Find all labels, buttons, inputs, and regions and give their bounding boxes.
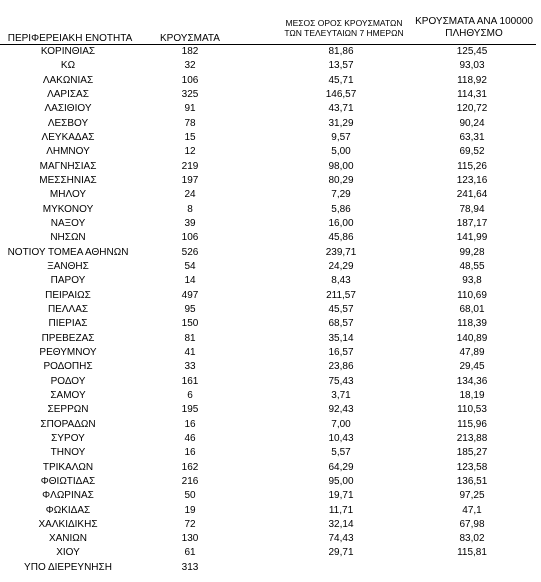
table-body <box>0 45 541 575</box>
cell-cases: 50 <box>184 490 196 502</box>
cell-cases: 216 <box>181 475 199 487</box>
cell-seven-day-average: 75,43 <box>328 375 354 387</box>
cell-cases: 12 <box>184 146 196 158</box>
cell-seven-day-average: 10,43 <box>328 432 354 444</box>
cell-region: ΛΕΥΚΑΔΑΣ <box>41 131 95 143</box>
table-row <box>0 260 541 274</box>
cell-per-100k: 99,28 <box>459 246 485 258</box>
cell-cases: 313 <box>181 561 199 573</box>
cell-region: ΧΙΟΥ <box>56 547 80 559</box>
cell-region: ΡΕΘΥΜΝΟΥ <box>39 346 97 358</box>
cell-region: ΜΕΣΣΗΝΙΑΣ <box>39 174 97 186</box>
table-row <box>0 117 541 131</box>
cell-cases: 325 <box>181 88 199 100</box>
cell-per-100k: 140,89 <box>456 332 488 344</box>
cell-cases: 182 <box>181 46 199 57</box>
cell-seven-day-average: 13,57 <box>328 60 354 72</box>
cell-region: ΝΟΤΙΟΥ ΤΟΜΕΑ ΑΘΗΝΩΝ <box>7 246 129 258</box>
cell-cases: 497 <box>181 289 199 301</box>
table-row <box>0 59 541 73</box>
table-row <box>0 346 541 360</box>
cell-seven-day-average: 80,29 <box>328 174 354 186</box>
cell-cases: 8 <box>187 203 193 215</box>
cell-per-100k: 134,36 <box>456 375 488 387</box>
cell-seven-day-average: 45,86 <box>328 232 354 244</box>
cell-seven-day-average: 7,00 <box>331 418 351 430</box>
cell-region: ΠΑΡΟΥ <box>50 275 86 287</box>
cell-cases: 130 <box>181 533 199 545</box>
cell-seven-day-average: 5,86 <box>331 203 351 215</box>
cell-per-100k: 63,31 <box>459 131 485 143</box>
table-row <box>0 203 541 217</box>
cell-cases: 161 <box>181 375 199 387</box>
cell-region: ΝΗΣΩΝ <box>50 232 86 244</box>
cell-region: ΣΥΡΟΥ <box>51 432 85 444</box>
cell-per-100k: 136,51 <box>456 475 488 487</box>
table-row <box>0 88 541 102</box>
cell-seven-day-average: 3,71 <box>331 389 351 401</box>
cell-region: ΛΑΡΙΣΑΣ <box>47 88 89 100</box>
cell-seven-day-average: 5,57 <box>331 447 351 459</box>
cell-cases: 78 <box>184 117 196 129</box>
cell-seven-day-average: 7,29 <box>331 189 351 201</box>
cell-region: ΛΑΣΙΘΙΟΥ <box>44 103 92 115</box>
cell-seven-day-average: 43,71 <box>328 103 354 115</box>
cell-per-100k: 68,01 <box>459 303 485 315</box>
cell-per-100k: 120,72 <box>456 103 488 115</box>
cell-region: ΧΑΛΚΙΔΙΚΗΣ <box>38 518 98 530</box>
cell-seven-day-average: 11,71 <box>328 504 354 516</box>
header-seven-day-average <box>274 18 414 38</box>
table-row <box>0 174 541 188</box>
cell-cases: 19 <box>184 504 196 516</box>
cell-cases: 61 <box>184 547 196 559</box>
cell-region: ΞΑΝΘΗΣ <box>47 260 89 272</box>
cell-seven-day-average: 211,57 <box>326 289 356 301</box>
cell-per-100k: 141,99 <box>456 232 488 244</box>
cell-cases: 33 <box>184 361 196 373</box>
cell-seven-day-average: 45,57 <box>328 303 354 315</box>
cell-cases: 91 <box>184 103 196 115</box>
header-region: ΠΕΡΙΦΕΡΕΙΑΚΗ ΕΝΟΤΗΤΑ <box>7 33 133 44</box>
cell-per-100k: 83,02 <box>459 533 485 545</box>
cell-seven-day-average: 19,71 <box>328 490 354 502</box>
cell-region: ΚΟΡΙΝΘΙΑΣ <box>40 46 96 57</box>
table-row <box>0 375 541 389</box>
table-row <box>0 432 541 446</box>
cell-cases: 106 <box>181 232 199 244</box>
table-row <box>0 518 541 532</box>
cell-cases: 219 <box>181 160 199 172</box>
cell-region: ΛΗΜΝΟΥ <box>46 146 90 158</box>
header-avg-line-2: ΤΩΝ ΤΕΛΕΥΤΑΙΩΝ 7 ΗΜΕΡΩΝ <box>284 28 404 38</box>
table-row <box>0 475 541 489</box>
table-row <box>0 489 541 503</box>
cell-region: ΚΩ <box>60 60 76 72</box>
cell-cases: 32 <box>184 60 196 72</box>
cell-cases: 106 <box>181 74 199 86</box>
cell-region: ΛΑΚΩΝΙΑΣ <box>42 74 94 86</box>
cell-seven-day-average: 45,71 <box>328 74 354 86</box>
table-row <box>0 74 541 88</box>
cell-cases: 197 <box>181 174 199 186</box>
cell-region: ΤΡΙΚΑΛΩΝ <box>42 461 94 473</box>
table-row <box>0 332 541 346</box>
cell-region: ΠΙΕΡΙΑΣ <box>48 318 88 330</box>
table-row <box>0 289 541 303</box>
cell-seven-day-average: 98,00 <box>328 160 354 172</box>
cell-region: ΦΘΙΩΤΙΔΑΣ <box>40 475 96 487</box>
table-row <box>0 360 541 374</box>
cell-cases: 54 <box>184 260 196 272</box>
header-per-100k <box>404 16 541 40</box>
cell-per-100k: 118,39 <box>457 318 487 330</box>
table-row <box>0 561 541 575</box>
cell-cases: 16 <box>184 447 196 459</box>
cell-cases: 41 <box>184 346 196 358</box>
table-row <box>0 217 541 231</box>
cell-seven-day-average: 23,86 <box>328 361 354 373</box>
cell-per-100k: 47,1 <box>462 504 482 516</box>
cell-region: ΜΗΛΟΥ <box>49 189 87 201</box>
cell-seven-day-average: 95,00 <box>328 475 354 487</box>
cell-region: ΠΡΕΒΕΖΑΣ <box>41 332 95 344</box>
cell-per-100k: 29,45 <box>459 361 485 373</box>
cell-region: ΥΠΟ ΔΙΕΡΕΥΝΗΣΗ <box>24 561 112 573</box>
cell-cases: 81 <box>184 332 196 344</box>
table-row <box>0 546 541 560</box>
header-per-line-1: ΚΡΟΥΣΜΑΤΑ ΑΝΑ 100000 <box>415 16 533 27</box>
cell-cases: 39 <box>184 217 196 229</box>
cell-per-100k: 185,27 <box>456 447 488 459</box>
cell-per-100k: 78,94 <box>459 203 485 215</box>
cell-per-100k: 114,31 <box>457 88 487 100</box>
cell-region: ΣΠΟΡΑΔΩΝ <box>40 418 96 430</box>
cell-per-100k: 123,16 <box>456 174 488 186</box>
table-row <box>0 231 541 245</box>
cell-seven-day-average: 32,14 <box>328 518 354 530</box>
table-row <box>0 303 541 317</box>
cell-cases: 526 <box>181 246 199 258</box>
cell-region: ΝΑΞΟΥ <box>50 217 86 229</box>
table-row <box>0 317 541 331</box>
cell-seven-day-average: 5,00 <box>331 146 351 158</box>
cell-seven-day-average: 16,00 <box>328 217 354 229</box>
cell-per-100k: 67,98 <box>459 518 485 530</box>
table-row <box>0 403 541 417</box>
cell-seven-day-average: 68,57 <box>328 318 354 330</box>
cell-per-100k: 213,88 <box>456 432 488 444</box>
table-row <box>0 145 541 159</box>
header-avg-line-1: ΜΕΣΟΣ ΟΡΟΣ ΚΡΟΥΣΜΑΤΩΝ <box>285 18 403 28</box>
cell-cases: 14 <box>184 275 196 287</box>
table-row <box>0 160 541 174</box>
cell-region: ΣΕΡΡΩΝ <box>47 404 89 416</box>
cell-per-100k: 47,89 <box>459 346 485 358</box>
table-row <box>0 274 541 288</box>
cell-per-100k: 115,26 <box>457 160 487 172</box>
cell-cases: 46 <box>184 432 196 444</box>
cell-seven-day-average: 64,29 <box>328 461 354 473</box>
cell-region: ΣΑΜΟΥ <box>50 389 86 401</box>
cell-region: ΡΟΔΟΥ <box>50 375 86 387</box>
cell-cases: 15 <box>184 131 196 143</box>
cell-seven-day-average: 8,43 <box>331 275 351 287</box>
cell-seven-day-average: 24,29 <box>328 260 354 272</box>
cell-per-100k: 123,58 <box>456 461 488 473</box>
header-per-line-2: ΠΛΗΘΥΣΜΟ <box>445 28 503 39</box>
cell-cases: 16 <box>184 418 196 430</box>
cell-seven-day-average: 31,29 <box>328 117 354 129</box>
cell-region: ΦΛΩΡΙΝΑΣ <box>42 490 94 502</box>
cell-cases: 162 <box>181 461 199 473</box>
cell-cases: 95 <box>184 303 196 315</box>
cell-cases: 195 <box>181 404 199 416</box>
table-row <box>0 389 541 403</box>
cell-per-100k: 90,24 <box>459 117 485 129</box>
cell-cases: 24 <box>184 189 196 201</box>
cell-region: ΠΕΛΛΑΣ <box>47 303 89 315</box>
cell-per-100k: 187,17 <box>456 217 488 229</box>
cell-cases: 72 <box>184 518 196 530</box>
header-cases: ΚΡΟΥΣΜΑΤΑ <box>160 33 220 44</box>
cell-region: ΜΑΓΝΗΣΙΑΣ <box>39 160 97 172</box>
table-row <box>0 461 541 475</box>
cell-seven-day-average: 74,43 <box>328 533 354 545</box>
table-row <box>0 504 541 518</box>
cell-region: ΛΕΣΒΟΥ <box>47 117 89 129</box>
cell-per-100k: 18,19 <box>459 389 485 401</box>
cell-per-100k: 110,53 <box>457 404 487 416</box>
table-row <box>0 102 541 116</box>
cell-per-100k: 125,45 <box>456 46 488 57</box>
cell-region: ΠΕΙΡΑΙΩΣ <box>45 289 91 301</box>
cell-per-100k: 48,55 <box>459 260 485 272</box>
cell-region: ΜΥΚΟΝΟΥ <box>42 203 94 215</box>
cell-seven-day-average: 239,71 <box>325 246 357 258</box>
cell-seven-day-average: 92,43 <box>328 404 354 416</box>
cell-per-100k: 115,96 <box>457 418 487 430</box>
cell-per-100k: 115,81 <box>457 547 487 559</box>
cell-region: ΤΗΝΟΥ <box>50 447 86 459</box>
cell-seven-day-average: 16,57 <box>328 346 354 358</box>
cell-cases: 6 <box>187 389 193 401</box>
cell-per-100k: 110,69 <box>457 289 487 301</box>
table-row <box>0 418 541 432</box>
cell-seven-day-average: 29,71 <box>328 547 354 559</box>
cell-seven-day-average: 146,57 <box>325 88 357 100</box>
table-row <box>0 188 541 202</box>
cell-per-100k: 69,52 <box>459 146 485 158</box>
cell-region: ΦΩΚΙΔΑΣ <box>45 504 91 516</box>
cell-seven-day-average: 35,14 <box>328 332 354 344</box>
cell-per-100k: 118,92 <box>457 74 487 86</box>
table-row <box>0 246 541 260</box>
cell-per-100k: 241,64 <box>456 189 488 201</box>
cell-seven-day-average: 81,86 <box>328 46 354 57</box>
table-row <box>0 131 541 145</box>
table-row <box>0 532 541 546</box>
cell-per-100k: 93,8 <box>462 275 482 287</box>
cell-per-100k: 93,03 <box>459 60 485 72</box>
table-row <box>0 45 541 59</box>
cell-per-100k: 97,25 <box>459 490 485 502</box>
table-row <box>0 446 541 460</box>
cell-seven-day-average: 9,57 <box>331 131 351 143</box>
cell-region: ΡΟΔΟΠΗΣ <box>43 361 93 373</box>
cell-cases: 150 <box>181 318 199 330</box>
cell-region: ΧΑΝΙΩΝ <box>48 533 88 545</box>
